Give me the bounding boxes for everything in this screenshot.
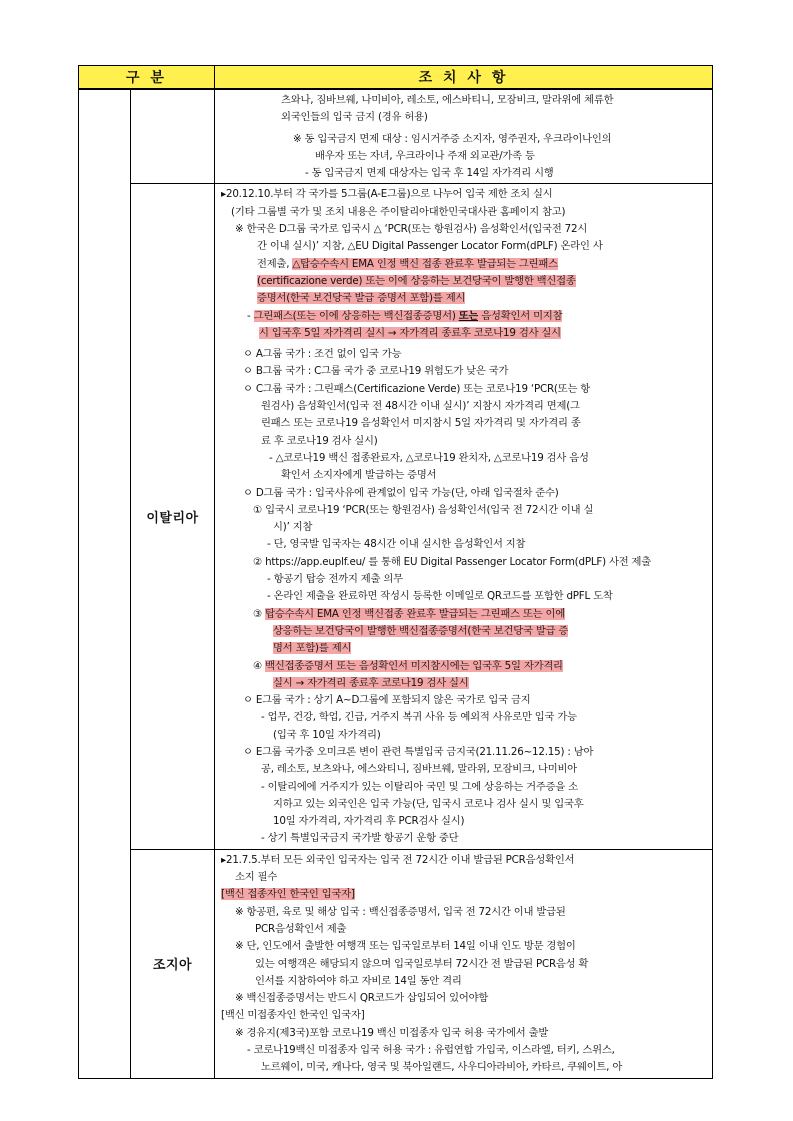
text-line <box>221 588 706 605</box>
text-line <box>221 290 706 307</box>
text-line <box>221 433 706 450</box>
text-line <box>221 485 706 502</box>
text-segment: 츠와나, 짐바브웨, 나미비아, 레소토, 에스바티니, 모잠비크, 말라위에 체류한 <box>281 94 614 106</box>
highlighted-text: (certificazione verde) 또는 이에 상응하는 보건당국이 발행한 백신접종 <box>257 274 576 287</box>
text-line <box>221 956 706 973</box>
text-segment: - 이탈리에에 거주지가 있는 이탈리아 국민 및 그에 상응하는 거주증을 소 <box>261 780 578 793</box>
text-line <box>221 165 706 182</box>
text-line <box>221 709 706 726</box>
text-line <box>221 92 706 109</box>
text-segment: ㅇ E그룹 국가 : 상기 A~D그룹에 포함되지 않은 국가로 입국 금지 <box>243 694 531 707</box>
text-line <box>221 973 706 990</box>
text-line <box>221 761 706 778</box>
highlighted-text: 명서 포함)를 제시 <box>273 642 352 655</box>
table-header-row <box>79 66 713 90</box>
text-segment: 시)’ 지참 <box>273 521 313 534</box>
text-line <box>221 536 706 553</box>
text-segment: - 상기 특별입국금지 국가발 항공기 운항 중단 <box>261 832 459 845</box>
measures-cell <box>215 89 713 184</box>
text-segment: 간 이내 실시)’ 지참, △EU Digital Passenger Locator Form(dPLF) 온라인 사 <box>257 240 603 253</box>
text-segment: ④ <box>253 659 266 672</box>
country-cell <box>131 89 215 184</box>
text-line <box>221 990 706 1007</box>
text-segment: ㅇ A그룹 국가 : 조건 없이 입국 가능 <box>243 348 402 361</box>
text-line <box>221 415 706 432</box>
text-segment: - 코로나19백신 미접종자 입국 허용 국가 : 유럽연합 가입국, 이스라엘, 터키, 스위스, <box>247 1044 615 1057</box>
text-segment: PCR음성확인서 제출 <box>255 922 347 935</box>
text-line <box>221 221 706 238</box>
text-line <box>221 238 706 255</box>
text-line <box>221 727 706 744</box>
text-segment: 확인서 소지자에게 발급하는 증명서 <box>281 469 437 482</box>
text-segment: ㅇ C그룹 국가 : 그린패스(Certificazione Verde) 또는 코로나19 ‘PCR(또는 항 <box>243 382 591 395</box>
text-line <box>221 554 706 571</box>
text-segment: ※ 동 입국금지 면제 대상 : 임시거주증 소지자, 영주권자, 우크라이나인의 <box>293 132 612 145</box>
text-line <box>221 346 706 363</box>
text-line <box>221 363 706 380</box>
text-line <box>221 1025 706 1042</box>
highlighted-text: [백신 접종자인 한국인 입국자] <box>221 888 355 901</box>
text-line <box>221 256 706 273</box>
text-segment: 노르웨이, 미국, 캐나다, 영국 및 북아일랜드, 사우디아라비아, 카타르, 쿠웨이트, 아 <box>261 1061 623 1074</box>
text-line <box>221 131 706 148</box>
highlighted-text: 실시 → 자가격리 종료후 코로나19 검사 실시 <box>273 676 469 689</box>
text-segment: ※ 단, 인도에서 출발한 여행객 또는 입국일로부터 14일 이내 인도 방문 경험이 <box>235 940 576 953</box>
measures-cell <box>215 849 713 1078</box>
header-category: 구 분 <box>79 66 215 90</box>
country-cell: 이탈리아 <box>131 184 215 849</box>
text-segment: - <box>247 309 254 322</box>
country-cell: 조지아 <box>131 849 215 1078</box>
highlighted-text: 또는 <box>458 309 479 322</box>
text-line <box>221 148 706 165</box>
text-line <box>221 692 706 709</box>
measures-cell <box>215 184 713 849</box>
text-line <box>221 308 706 325</box>
highlighted-text: 음성확인서 미지참 <box>478 309 563 322</box>
text-line <box>221 1059 706 1076</box>
header-measures: 조 치 사 항 <box>215 66 713 90</box>
text-segment: - 온라인 제출을 완료하면 작성시 등록한 이메일로 QR코드를 포함한 dPFL 도착 <box>267 590 613 603</box>
text-line <box>221 886 706 903</box>
text-segment: ※ 한국은 D그룹 국가로 입국시 △ ‘PCR(또는 항원검사) 음성확인서(입국전 72시 <box>235 223 588 236</box>
text-line <box>221 1042 706 1059</box>
highlighted-text: 증명서(한국 보건당국 발급 증명서 포함)를 제시 <box>257 292 466 305</box>
text-line <box>221 186 706 203</box>
text-line <box>221 502 706 519</box>
text-segment: 원검사) 음성확인서(입국 전 48시간 이내 실시)’ 지참시 자가격리 면제(그 <box>261 400 580 413</box>
text-line <box>221 204 706 221</box>
text-segment: 공, 레소토, 보츠와나, 에스와티니, 짐바브웨, 말라위, 모잠비크, 나미비아 <box>261 763 577 776</box>
text-line <box>221 796 706 813</box>
text-segment: ㅇ D그룹 국가 : 입국사유에 관계없이 입국 가능(단, 아래 입국절차 준수) <box>243 486 559 499</box>
text-segment: 린패스 또는 코로나19 음성확인서 미지참시 5일 자가격리 및 자가격리 종 <box>261 417 581 430</box>
text-line <box>221 325 706 342</box>
text-segment: 지하고 있는 외국인은 입국 가능(단, 입국시 코로나 검사 실시 및 입국후 <box>273 797 584 810</box>
text-line <box>221 398 706 415</box>
highlighted-text: 탑승수속시 EMA 인정 백신접종 완료후 발급되는 그린패스 또는 이에 <box>265 607 565 620</box>
text-line <box>221 904 706 921</box>
text-segment: ※ 경유지(제3국)포함 코로나19 백신 미접종자 입국 허용 국가에서 출발 <box>235 1026 549 1039</box>
text-line <box>221 658 706 675</box>
text-segment: - 단, 영국발 입국자는 48시간 이내 실시한 음성확인서 지참 <box>267 538 526 551</box>
text-line <box>221 938 706 955</box>
text-segment: ② https://app.euplf.eu/ 를 통해 EU Digital Passenger Locator Form(dPLF) 사전 제출 <box>253 555 652 568</box>
text-segment: ※ 항공편, 육로 및 해상 입국 : 백신접종증명서, 입국 전 72시간 이내 발급된 <box>235 905 566 918</box>
text-segment: 배우자 또는 자녀, 우크라이나 주재 외교관/가족 등 <box>315 149 535 162</box>
text-segment: ③ <box>253 607 266 620</box>
table-row <box>79 849 713 1078</box>
text-line <box>221 273 706 290</box>
text-segment: - 업무, 건강, 학업, 긴급, 거주지 복귀 사유 등 예외적 사유로만 입국 가능 <box>261 711 577 724</box>
region-cell <box>79 89 131 1078</box>
text-segment: ㅇ B그룹 국가 : C그룹 국가 중 코로나19 위험도가 낮은 국가 <box>243 365 509 378</box>
text-line <box>221 467 706 484</box>
text-segment: 10일 자가격리, 자가격리 후 PCR검사 실시) <box>273 815 465 828</box>
text-segment: 외국인들의 입국 금지 (경유 허용) <box>281 111 428 124</box>
highlighted-text: △탑승수속시 EMA 인정 백신 접종 완료후 발급되는 그린패스 <box>292 257 558 270</box>
text-segment: ㅇ E그룹 국가중 오미크론 변이 관련 특별입국 금지국(21.11.26~12.15) : 남아 <box>243 745 594 758</box>
text-line <box>221 450 706 467</box>
text-line <box>221 1007 706 1024</box>
table-row <box>79 184 713 849</box>
text-line <box>221 813 706 830</box>
text-line <box>221 869 706 886</box>
text-line <box>221 675 706 692</box>
text-line <box>221 571 706 588</box>
text-line <box>221 640 706 657</box>
text-segment: ※ 백신접종증명서는 반드시 QR코드가 삽입되어 있어야함 <box>235 992 489 1005</box>
text-segment: 인서를 지참하여야 하고 자비로 14일 동안 격리 <box>255 974 462 987</box>
text-segment: 료 후 코로나19 검사 실시) <box>261 434 378 447</box>
text-segment: 있는 여행객은 해당되지 않으며 입국일로부터 72시간 전 발급된 PCR음성 확 <box>255 957 589 970</box>
highlighted-text: 시 입국후 5일 자가격리 실시 → 자가격리 종료후 코로나19 검사 실시 <box>259 326 561 339</box>
text-line <box>221 921 706 938</box>
text-line <box>221 830 706 847</box>
text-segment: ① 입국시 코로나19 ‘PCR(또는 항원검사) 음성확인서(입국 전 72시간 이내 실 <box>253 503 594 516</box>
text-line <box>221 623 706 640</box>
text-line <box>221 109 706 126</box>
text-line <box>221 779 706 796</box>
text-segment: (입국 후 10일 자가격리) <box>273 728 381 741</box>
text-segment: (기타 그룹별 국가 및 조치 내용은 주이탈리아대한민국대사관 홈페이지 참고) <box>231 205 566 218</box>
text-line <box>221 381 706 398</box>
text-line <box>221 744 706 761</box>
text-segment: 전제출, <box>257 257 293 270</box>
text-line <box>221 519 706 536</box>
measures-table <box>78 65 713 1079</box>
highlighted-text: 그린패스(또는 이에 상응하는 백신접종증명서) <box>253 309 459 322</box>
text-segment: - 동 입국금지 면제 대상자는 입국 후 14일 자가격리 시행 <box>305 167 554 180</box>
text-segment: ▸21.7.5.부터 모든 외국인 입국자는 입국 전 72시간 이내 발급된 PCR음성확인서 <box>221 853 575 866</box>
highlighted-text: 상응하는 보건당국이 발행한 백신접종증명서(한국 보건당국 발급 증 <box>273 624 569 637</box>
text-segment: - 항공기 탑승 전까지 제출 의무 <box>267 573 403 586</box>
text-segment: ▸20.12.10.부터 각 국가를 5그룹(A-E그룹)으로 나누어 입국 제한 조치 실시 <box>221 188 553 201</box>
text-segment: - △코로나19 백신 접종완료자, △코로나19 완치자, △코로나19 검사 음성 <box>269 451 589 464</box>
text-line <box>221 606 706 623</box>
text-segment: 소지 필수 <box>235 871 278 884</box>
text-segment: [백신 미접종자인 한국인 입국자] <box>221 1009 365 1022</box>
text-line <box>221 852 706 869</box>
highlighted-text: 백신접종증명서 또는 음성확인서 미지참시에는 입국후 5일 자가격리 <box>265 659 563 672</box>
table-row <box>79 89 713 184</box>
